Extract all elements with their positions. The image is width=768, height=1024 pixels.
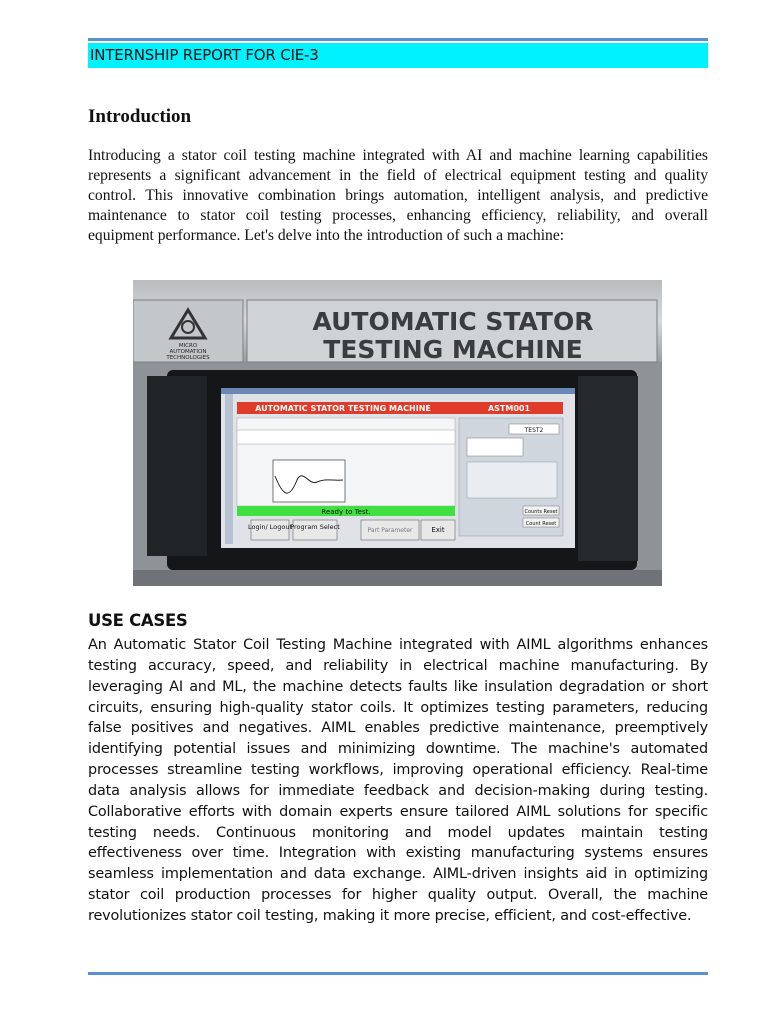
counts-reset-button[interactable]: Counts Reset	[524, 509, 558, 515]
count-reset-button[interactable]: Count Reset	[525, 521, 557, 527]
logo-text-1: MICRO	[178, 343, 198, 349]
hmi-screen	[221, 388, 575, 548]
screen-code: ASTM001	[487, 404, 531, 413]
logo-text-2: AUTOMATION	[169, 349, 207, 355]
header-rule	[88, 38, 708, 41]
use-cases-paragraph: An Automatic Stator Coil Testing Machine integrated with AIML algorithms enhances testing accuracy, speed, and reliability in electrical machine manufacturing. By leveraging AI and ML, the machine detects faults like insulation degradation or short circuits, ensuring high-quality stator coils. It optimizes testing parameters, reducing false positives and negatives. AIML enables predictive maintenance, preemptively identifying potential issues and minimizing downtime. The machine's automated processes streamline testing workflows, improving operational efficiency. Real-time data analysis allows for immediate feedback and decision-making during testing. Collaborative efforts with domain experts ensure tailored AIML solutions for specific testing needs. Continuous monitoring and model updates maintain testing effectiveness over time. Integration with existing manufacturing systems ensures seamless implementation and data exchange. AIML-driven insights aid in optimizing stator coil production processes for higher quality output. Overall, the machine revolutionizes stator coil testing, making it more precise, efficient, and cost-effective.	[88, 637, 708, 924]
report-header: INTERNSHIP REPORT FOR CIE-3	[88, 43, 708, 68]
program-select-button[interactable]: Program Select	[290, 523, 340, 531]
logo-text-3: TECHNOLOGIES	[166, 355, 210, 361]
exit-button[interactable]: Exit	[431, 526, 445, 534]
status-text: Ready to Test.	[321, 508, 371, 516]
sign-line-2: TESTING MACHINE	[323, 335, 583, 364]
introduction-paragraph: Introducing a stator coil testing machine integrated with AI and machine learning capabilities represents a significant advancement in the field of electrical equipment testing and quality control. This innovative combination brings automation, intelligent analysis, and predictive maintenance to stator coil testing processes, enhancing efficiency, reliability, and overall equipment performance. Let's delve into the introduction of such a machine:	[88, 147, 708, 244]
part-parameter-button[interactable]: Part Parameter	[367, 527, 413, 534]
sign-line-1: AUTOMATIC STATOR	[312, 307, 594, 336]
login-button[interactable]: Login/ Logout	[247, 523, 293, 531]
use-cases-heading: USE CASES	[88, 611, 188, 630]
test-label: TEST2	[524, 427, 544, 434]
screen-title: AUTOMATIC STATOR TESTING MACHINE	[255, 404, 431, 413]
machine-photo	[133, 280, 662, 586]
footer-rule	[88, 972, 708, 975]
introduction-heading: Introduction	[88, 106, 192, 127]
